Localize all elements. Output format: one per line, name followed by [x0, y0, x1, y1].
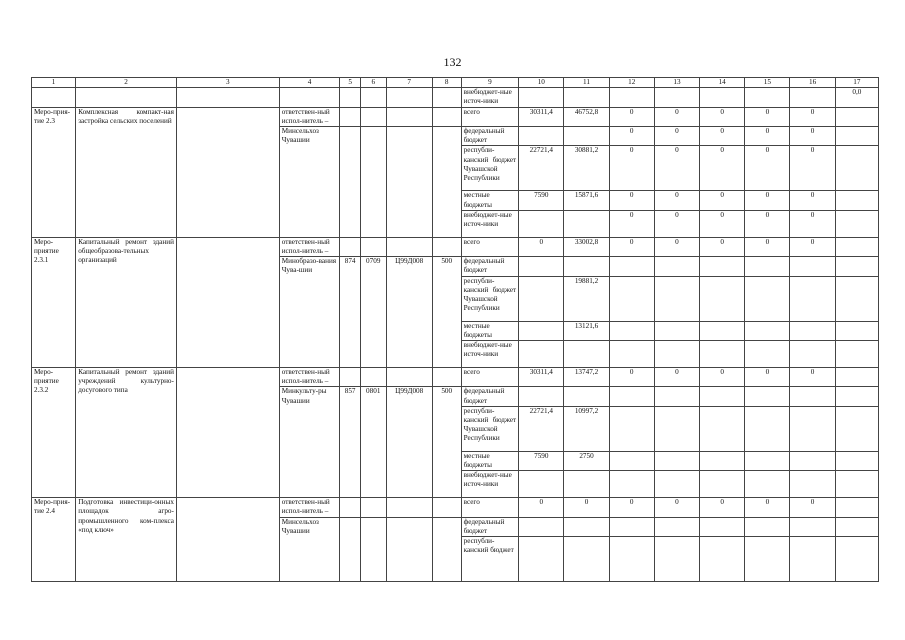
value-cell: 30881,2 — [564, 146, 609, 191]
value-cell: 0 — [790, 107, 835, 126]
code-cell — [360, 237, 386, 256]
header-cell: 17 — [835, 78, 878, 88]
value-cell — [609, 537, 654, 582]
value-cell: 0 — [654, 191, 699, 210]
measure-description: Комплексная компакт-ная застройка сельских поселений — [76, 107, 177, 237]
source-cell: местные бюджеты — [461, 451, 519, 470]
source-cell: федеральный бюджет — [461, 127, 519, 146]
value-cell: 13121,6 — [564, 321, 609, 340]
value-cell: 0 — [745, 146, 790, 191]
value-cell — [700, 537, 745, 582]
value-cell: 0 — [519, 498, 564, 517]
value-cell: 0,0 — [835, 88, 878, 107]
value-cell: 46752,8 — [564, 107, 609, 126]
value-cell — [519, 517, 564, 536]
value-cell: 0 — [609, 127, 654, 146]
value-cell: 0 — [609, 498, 654, 517]
continuation-row — [32, 88, 879, 107]
value-cell: 0 — [654, 210, 699, 237]
source-cell: местные бюджеты — [461, 191, 519, 210]
code-c7: Ц99Д008 — [386, 257, 432, 368]
value-cell — [700, 451, 745, 470]
value-cell: 0 — [654, 368, 699, 387]
source-cell: всего — [461, 498, 519, 517]
source-cell: всего — [461, 107, 519, 126]
empty-cell — [835, 537, 878, 582]
code-cell — [386, 368, 432, 387]
responsible-org: Минсельхоз Чувашии — [279, 127, 340, 238]
value-cell — [609, 406, 654, 451]
header-cell: 8 — [432, 78, 461, 88]
code-c5: 874 — [340, 257, 361, 368]
value-cell: 0 — [745, 107, 790, 126]
table-row — [32, 237, 879, 256]
value-cell: 0 — [609, 191, 654, 210]
responsible-label: ответствен-ный испол-нитель – — [279, 498, 340, 517]
code-cell — [340, 237, 361, 256]
value-cell — [745, 387, 790, 406]
source-cell: внебюджет-ные источ-ники — [461, 210, 519, 237]
value-cell — [519, 537, 564, 582]
value-cell — [700, 471, 745, 498]
value-cell — [654, 321, 699, 340]
value-cell — [519, 321, 564, 340]
value-cell — [564, 127, 609, 146]
value-cell — [519, 210, 564, 237]
source-cell: внебюджет-ные источ-ники — [461, 88, 519, 107]
value-cell — [609, 276, 654, 321]
value-cell: 0 — [790, 127, 835, 146]
value-cell: 0 — [745, 237, 790, 256]
value-cell — [564, 517, 609, 536]
measure-description: Капитальный ремонт зданий общеобразова-тельных организаций — [76, 237, 177, 367]
value-cell — [745, 257, 790, 276]
code-c6: 0801 — [360, 387, 386, 498]
value-cell: 0 — [609, 146, 654, 191]
value-cell — [790, 406, 835, 451]
code-cell — [360, 368, 386, 387]
source-cell: местные бюджеты — [461, 321, 519, 340]
responsible-label: ответствен-ный испол-нитель – — [279, 368, 340, 387]
value-cell: 0 — [700, 498, 745, 517]
empty-cell — [835, 210, 878, 237]
header-cell: 6 — [360, 78, 386, 88]
value-cell: 0 — [609, 210, 654, 237]
empty-cell — [176, 368, 279, 498]
code-cell — [432, 107, 461, 126]
header-cell: 1 — [32, 78, 76, 88]
code-cell — [386, 107, 432, 126]
source-cell: республи-канский бюджет Чувашской Республики — [461, 406, 519, 451]
code-cell — [340, 498, 361, 517]
responsible-label: ответствен-ный испол-нитель – — [279, 107, 340, 126]
value-cell: 0 — [700, 107, 745, 126]
value-cell: 0 — [564, 498, 609, 517]
value-cell: 0 — [654, 127, 699, 146]
source-cell: федеральный бюджет — [461, 517, 519, 536]
value-cell: 13747,2 — [564, 368, 609, 387]
source-cell: федеральный бюджет — [461, 387, 519, 406]
value-cell — [519, 127, 564, 146]
source-cell: внебюджет-ные источ-ники — [461, 341, 519, 368]
code-c7: Ц99Д008 — [386, 387, 432, 498]
value-cell: 0 — [700, 237, 745, 256]
header-cell: 16 — [790, 78, 835, 88]
value-cell: 10997,2 — [564, 406, 609, 451]
value-cell — [654, 257, 699, 276]
code-cell — [432, 368, 461, 387]
measure-name: Меро-приятие 2.3.1 — [32, 237, 76, 367]
value-cell — [790, 517, 835, 536]
value-cell — [564, 537, 609, 582]
source-cell: федеральный бюджет — [461, 257, 519, 276]
value-cell: 15871,6 — [564, 191, 609, 210]
empty-cell — [835, 387, 878, 406]
header-cell: 2 — [76, 78, 177, 88]
empty-cell — [835, 517, 878, 536]
responsible-org: Минсельхоз Чувашии — [279, 517, 340, 581]
value-cell: 0 — [609, 368, 654, 387]
value-cell — [654, 471, 699, 498]
empty-cell — [835, 107, 878, 126]
value-cell — [745, 341, 790, 368]
measure-name: Меро-прия-тие 2.4 — [32, 498, 76, 582]
empty-cell — [835, 406, 878, 451]
value-cell — [790, 321, 835, 340]
value-cell — [745, 276, 790, 321]
value-cell — [519, 387, 564, 406]
source-cell: республи-канский бюджет Чувашской Республики — [461, 276, 519, 321]
value-cell — [564, 210, 609, 237]
empty-cell — [835, 146, 878, 191]
value-cell: 19881,2 — [564, 276, 609, 321]
measure-name: Меро-приятие 2.3.2 — [32, 368, 76, 498]
code-cell — [360, 107, 386, 126]
value-cell — [790, 341, 835, 368]
value-cell — [790, 387, 835, 406]
empty-cell — [835, 451, 878, 470]
value-cell — [700, 257, 745, 276]
code-c5: 857 — [340, 387, 361, 498]
empty-cell — [835, 368, 878, 387]
empty-cell — [835, 191, 878, 210]
value-cell — [609, 341, 654, 368]
source-cell: всего — [461, 368, 519, 387]
header-cell: 12 — [609, 78, 654, 88]
value-cell — [609, 451, 654, 470]
value-cell — [654, 341, 699, 368]
code-c5 — [340, 517, 361, 581]
value-cell: 0 — [745, 127, 790, 146]
responsible-org: Минобразо-вания Чува-шии — [279, 257, 340, 368]
value-cell — [700, 387, 745, 406]
value-cell: 0 — [700, 127, 745, 146]
value-cell — [790, 471, 835, 498]
value-cell — [745, 517, 790, 536]
code-c7 — [386, 127, 432, 238]
header-cell: 5 — [340, 78, 361, 88]
table-row — [32, 368, 879, 387]
value-cell — [700, 517, 745, 536]
empty-cell — [835, 471, 878, 498]
value-cell — [519, 257, 564, 276]
value-cell: 0 — [609, 237, 654, 256]
value-cell — [609, 471, 654, 498]
value-cell — [745, 471, 790, 498]
table-row — [32, 107, 879, 126]
value-cell: 0 — [700, 146, 745, 191]
value-cell — [790, 537, 835, 582]
value-cell — [790, 257, 835, 276]
code-cell — [386, 237, 432, 256]
header-cell: 9 — [461, 78, 519, 88]
code-c6: 0709 — [360, 257, 386, 368]
empty-cell — [835, 257, 878, 276]
measure-description: Подготовка инвестици-онных площадок агро-промышленного ком-плекса «под ключ» — [76, 498, 177, 582]
value-cell: 0 — [609, 107, 654, 126]
value-cell — [609, 387, 654, 406]
value-cell — [745, 406, 790, 451]
value-cell: 7590 — [519, 451, 564, 470]
value-cell — [700, 276, 745, 321]
value-cell: 0 — [790, 368, 835, 387]
responsible-label: ответствен-ный испол-нитель – — [279, 237, 340, 256]
value-cell: 0 — [654, 237, 699, 256]
value-cell: 22721,4 — [519, 146, 564, 191]
source-cell: внебюджет-ные источ-ники — [461, 471, 519, 498]
value-cell: 0 — [745, 368, 790, 387]
code-c6 — [360, 127, 386, 238]
value-cell: 0 — [519, 237, 564, 256]
empty-cell — [835, 498, 878, 517]
value-cell: 0 — [790, 498, 835, 517]
empty-cell — [835, 276, 878, 321]
value-cell — [519, 276, 564, 321]
value-cell: 0 — [700, 191, 745, 210]
value-cell — [654, 406, 699, 451]
responsible-org: Минкульту-ры Чувашии — [279, 387, 340, 498]
value-cell — [790, 451, 835, 470]
empty-cell — [835, 237, 878, 256]
value-cell — [790, 276, 835, 321]
empty-cell — [835, 321, 878, 340]
value-cell: 0 — [654, 107, 699, 126]
code-c8: 500 — [432, 257, 461, 368]
value-cell: 0 — [700, 210, 745, 237]
value-cell — [609, 321, 654, 340]
value-cell — [700, 321, 745, 340]
value-cell — [564, 387, 609, 406]
code-c8 — [432, 517, 461, 581]
empty-cell — [835, 127, 878, 146]
value-cell — [564, 341, 609, 368]
value-cell — [519, 471, 564, 498]
header-row — [32, 78, 879, 88]
value-cell — [654, 537, 699, 582]
source-cell: республи-канский бюджет Чувашской Республики — [461, 146, 519, 191]
code-c7 — [386, 517, 432, 581]
value-cell — [654, 276, 699, 321]
empty-cell — [176, 237, 279, 367]
value-cell: 0 — [790, 237, 835, 256]
value-cell — [564, 257, 609, 276]
value-cell: 0 — [654, 498, 699, 517]
value-cell: 0 — [700, 368, 745, 387]
value-cell — [745, 321, 790, 340]
value-cell: 0 — [790, 210, 835, 237]
value-cell — [654, 387, 699, 406]
header-cell: 13 — [654, 78, 699, 88]
value-cell: 7590 — [519, 191, 564, 210]
code-cell — [360, 498, 386, 517]
value-cell — [745, 537, 790, 582]
code-cell — [340, 107, 361, 126]
code-c8 — [432, 127, 461, 238]
empty-cell — [835, 341, 878, 368]
value-cell — [654, 451, 699, 470]
value-cell — [609, 257, 654, 276]
value-cell — [519, 341, 564, 368]
value-cell: 0 — [654, 146, 699, 191]
value-cell: 0 — [745, 191, 790, 210]
measure-description: Капитальный ремонт зданий учреждений культурно-досугового типа — [76, 368, 177, 498]
value-cell: 2750 — [564, 451, 609, 470]
value-cell: 0 — [790, 146, 835, 191]
budget-table — [31, 77, 879, 582]
source-cell: республи-канский бюджет — [461, 537, 519, 582]
value-cell — [745, 451, 790, 470]
source-cell: всего — [461, 237, 519, 256]
code-c8: 500 — [432, 387, 461, 498]
header-cell: 14 — [700, 78, 745, 88]
value-cell: 22721,4 — [519, 406, 564, 451]
code-c6 — [360, 517, 386, 581]
value-cell: 0 — [790, 191, 835, 210]
header-cell: 7 — [386, 78, 432, 88]
code-cell — [386, 498, 432, 517]
table-row — [32, 498, 879, 517]
code-cell — [432, 498, 461, 517]
code-cell — [340, 368, 361, 387]
value-cell — [564, 471, 609, 498]
header-cell: 3 — [176, 78, 279, 88]
empty-cell — [176, 498, 279, 582]
code-c5 — [340, 127, 361, 238]
value-cell: 30311,4 — [519, 107, 564, 126]
value-cell: 30311,4 — [519, 368, 564, 387]
value-cell: 33002,8 — [564, 237, 609, 256]
value-cell — [700, 406, 745, 451]
value-cell — [609, 517, 654, 536]
value-cell — [700, 341, 745, 368]
header-cell: 4 — [279, 78, 340, 88]
header-cell: 15 — [745, 78, 790, 88]
header-cell: 11 — [564, 78, 609, 88]
measure-name: Меро-прия-тие 2.3 — [32, 107, 76, 237]
empty-cell — [176, 107, 279, 237]
value-cell: 0 — [745, 498, 790, 517]
value-cell: 0 — [745, 210, 790, 237]
code-cell — [432, 237, 461, 256]
value-cell — [654, 517, 699, 536]
header-cell: 10 — [519, 78, 564, 88]
page-number: 132 — [443, 55, 462, 69]
